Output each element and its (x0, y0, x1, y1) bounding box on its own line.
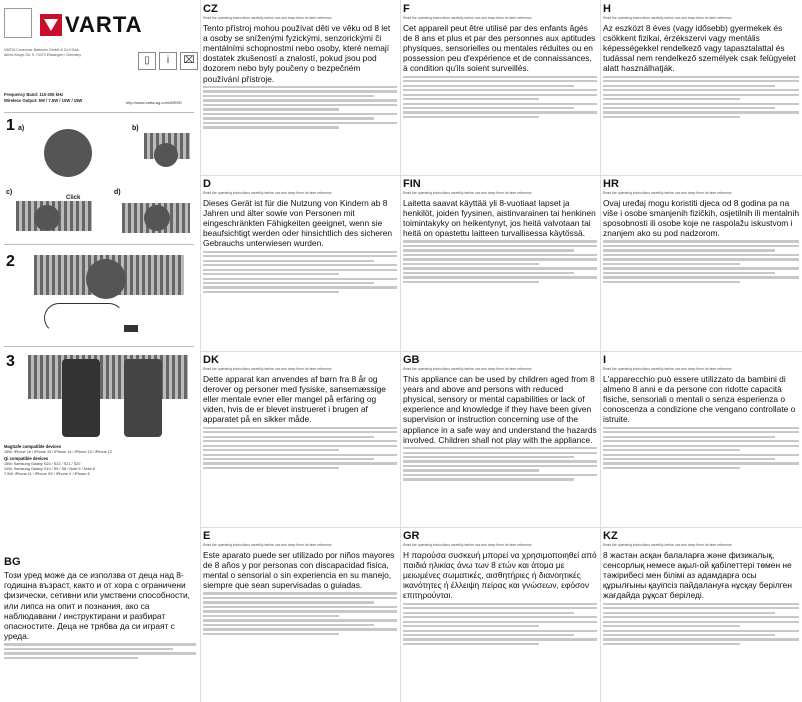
body-text-lines (603, 427, 799, 470)
safety-text: 8 жастан асқан балаларға және физикалық, сенсорлық немесе ақыл-ой қабілеттері төмен не тәжірибесі мен білімі аз адамдарға осы құрылғыны қауіпсіз пайдалануға нұсқау берілген жағдайда рұқсат беріледі. (603, 549, 792, 601)
compat-title: Qi compatible devices (4, 455, 49, 461)
body-text-lines (603, 76, 799, 119)
section-f (403, 3, 597, 173)
safety-text: This appliance can be used by children aged from 8 years and above and persons with reduced physical, sensory or mental capabilities or lack of experience and knowledge if they have been given supervision or instruction concerning use of the appliance in a safe way and understand the hazards involved. Children shall not play with the appliance. (403, 373, 597, 445)
intro-note: Read the operating instructions carefully before use and keep them for later reference. (403, 543, 533, 547)
specs (4, 92, 144, 104)
language-code: I (603, 354, 607, 366)
language-code: DK (203, 354, 219, 366)
figure-number: 1 (6, 117, 15, 134)
intro-note: Read the operating instructions carefully before use and keep them for later reference. (603, 16, 733, 20)
info-icon: i (159, 52, 177, 70)
body-text-lines (403, 603, 597, 646)
section-d (203, 178, 397, 348)
body-text-lines (403, 447, 597, 481)
section-i (603, 354, 799, 524)
language-code: BG (4, 556, 21, 568)
intro-note: Read the operating instructions carefully before use and keep them for later reference. (603, 367, 733, 371)
safety-text: Ovaj uređaj mogu koristiti djeca od 8 godina pa na više i osobe smanjenih fizičkih, osjetilnih ili mentalnih sposobnosti ili osobe koje ne raspolažu iskustvom i znanjem ako su pod nadzorom. (603, 197, 799, 239)
intro-note: Read the operating instructions carefully before use and keep them for later reference. (203, 16, 333, 20)
safety-text: Cet appareil peut être utilisé par des enfants âgés de 8 ans et plus et par des personnes aux aptitudes physiques, sensorielles ou mentales réduites ou en possession peu d'expérience et de connaissances, à condition qu'ils soient surveillés. (403, 22, 596, 74)
safety-text: Laitetta saavat käyttää yli 8-vuotiaat lapset ja henkilöt, joiden fyysinen, aistinvarainen tai henkinen toimintakyky on heikentynyt, jos heitä valvotaan tai heitä on opastettu laitteen turvallisessa käytössä. (403, 197, 596, 239)
safety-text: L'apparecchio può essere utilizzato da bambini di almeno 8 anni e da persone con ridotte capacità fisiche, sensoriali o mentali o senza esperienza o conoscenza a condizione che vengano controllate o istruite. (603, 373, 796, 425)
intro-note: Read the operating instructions carefully before use and keep them for later reference. (403, 16, 533, 20)
compat-line: 7.5W: iPhone 11 / iPhone XS / iPhone X / iPhone 8 (4, 472, 90, 477)
air-vent-image (28, 355, 188, 399)
address (4, 48, 124, 58)
row-divider (200, 527, 802, 528)
address-line: Alfred-Krupp-Str. 9, 73479 Ellwangen / Germany (4, 53, 82, 57)
phone-image (124, 359, 162, 437)
compat-line: 15W: iPhone 16 / iPhone 15 / iPhone 14 / iPhone 13 / iPhone 12 (4, 450, 113, 455)
section-hr (603, 178, 799, 348)
language-code: KZ (603, 530, 618, 542)
charger-mount-image (34, 205, 60, 231)
compatible-devices (4, 444, 196, 478)
safety-text: Η παρούσα συσκευή μπορεί να χρησιμοποιηθεί από παιδιά ηλικίας άνω των 8 ετών και άτομα με μειωμένες σωματικές, αισθητήριες ή διανοητικές ικανότητες ή έλλειψη πείρας και γνώσεων, εφόσον επιτηρούνται. (403, 549, 597, 601)
figure-2 (4, 244, 194, 344)
figure-1 (4, 112, 194, 242)
click-label: Click (66, 195, 81, 201)
body-text-lines (4, 643, 196, 659)
safety-text: Az eszközt 8 éves (vagy idősebb) gyermekek és csökkent fizikai, érzékszervi vagy mentális képességekkel rendelkező vagy tapasztalattal és tudással nem rendelkező személyek csak felügyelet alatt használhatják. (603, 22, 796, 74)
language-code: FIN (403, 178, 421, 190)
intro-note: Read the operating instructions carefully before use and keep them for later reference. (603, 543, 733, 547)
weee-bin-icon: ⌧ (180, 52, 198, 70)
section-h (603, 3, 799, 173)
compat-line: 15W: Samsung Galaxy S23 / S22 / S21 / S20 (4, 461, 81, 466)
usb-plug-icon (124, 325, 138, 332)
row-divider (200, 175, 802, 176)
safety-text: Dette apparat kan anvendes af børn fra 8 år og derover og personer med fysiske, sansemæssige eller mentale evner eller mangel på erfaring og viden, hvis de er blevet instrueret i brugen af apparatet på en sikker måde. (203, 373, 386, 425)
figure-number: 3 (6, 353, 15, 370)
section-gr (403, 530, 597, 700)
figure-label: a) (18, 125, 25, 132)
language-code: CZ (203, 3, 218, 15)
brand-name: VARTA (65, 12, 143, 37)
barcode-box (4, 8, 32, 38)
compat-title: MagSafe compatible devices (4, 444, 62, 449)
spec-line: Frequency Band: 110-205 kHz (4, 92, 64, 97)
figure-label: c) (6, 189, 13, 196)
language-code: GB (403, 354, 420, 366)
language-code: HR (603, 178, 619, 190)
phone-image (62, 359, 100, 437)
body-text-lines (403, 240, 597, 283)
row-divider (200, 351, 802, 352)
intro-note: Read the operating instructions carefully before use and keep them for later reference. (203, 543, 333, 547)
body-text-lines (403, 76, 597, 119)
language-code: E (203, 530, 211, 542)
symbol-icons (138, 52, 198, 70)
safety-text: Este aparato puede ser utilizado por niños mayores de 8 años y por personas con discapacidad física, mental o sensorial o sin experiencia en su manejo, siempre que sean supervisadas o guiadas. (203, 549, 395, 591)
figure-number: 2 (6, 253, 15, 270)
left-column (0, 0, 200, 702)
language-code: H (603, 3, 611, 15)
charger-mount-image (86, 259, 126, 299)
body-text-lines (203, 592, 397, 635)
language-code: F (403, 3, 410, 15)
website: http://www.varta-ag.com/WEEE (126, 100, 182, 105)
language-code: D (203, 178, 211, 190)
intro-note: Read the operating instructions carefully before use and keep them for later reference. (603, 191, 733, 195)
body-text-lines (203, 251, 397, 294)
address-line: VARTA Consumer Batteries GmbH & Co KGaA (4, 48, 79, 52)
section-dk (203, 354, 397, 524)
intro-note: Read the operating instructions carefully before use and keep them for later reference. (403, 191, 533, 195)
body-text-lines (603, 240, 799, 283)
brand-logo (40, 12, 143, 38)
body-text-lines (203, 86, 397, 129)
varta-logo-icon (40, 14, 62, 36)
safety-text: Dieses Gerät ist für die Nutzung von Kindern ab 8 Jahren und älter sowie von Personen mit eingeschränkten Fähigkeiten geeignet, wenn sie beaufsichtigt werden oder hinsichtlich des sicheren Gebrauchs unterwiesen wurden. (203, 197, 393, 249)
section-gb (403, 354, 597, 524)
figure-label: d) (114, 189, 121, 196)
vent-clip-image (154, 143, 178, 167)
intro-note: Read the operating instructions carefully before use and keep them for later reference. (403, 367, 533, 371)
spec-line: Wireless Output: 5W / 7.5W / 10W / 15W (4, 98, 83, 103)
language-code: GR (403, 530, 420, 542)
section-e (203, 530, 397, 700)
intro-note: Read the operating instructions carefully before use and keep them for later reference. (203, 367, 333, 371)
header (4, 4, 200, 42)
charger-mount-image (44, 129, 92, 177)
usb-cable-image (44, 303, 124, 333)
safety-text: Tento přístroj mohou používat děti ve věku od 8 let a osoby se sníženými fyzickými, senzorickými či mentálními schopnostmi nebo osoby, které nemají dostatek zkušeností a znalostí, pokud jsou pod dozorem nebo byly poučeny o bezpečném používání přístroje. (203, 22, 391, 84)
body-text-lines (603, 603, 799, 646)
charger-mount-image (144, 205, 170, 231)
section-bg (4, 556, 196, 661)
body-text-lines (203, 427, 397, 470)
compat-line: 10W: Samsung Galaxy S10 / S9 / S8 / Note 9 / Note 8 (4, 467, 95, 472)
intro-note: Read the operating instructions carefully before use and keep them for later reference. (203, 191, 333, 195)
figure-label: b) (132, 125, 139, 132)
safety-text: Този уред може да се използва от деца над 8-годишна възраст, както и от хора с ограничени физически, сетивни или умствени способности, или липса на опит и познания, ако са наблюдавани / инструктирани и разбират опасностите. Деца не трябва да си играят с уреда. (4, 570, 190, 642)
figure-3 (4, 346, 194, 442)
phone-icon: ▯ (138, 52, 156, 70)
section-fin (403, 178, 597, 348)
section-kz (603, 530, 799, 700)
section-cz (203, 3, 397, 173)
